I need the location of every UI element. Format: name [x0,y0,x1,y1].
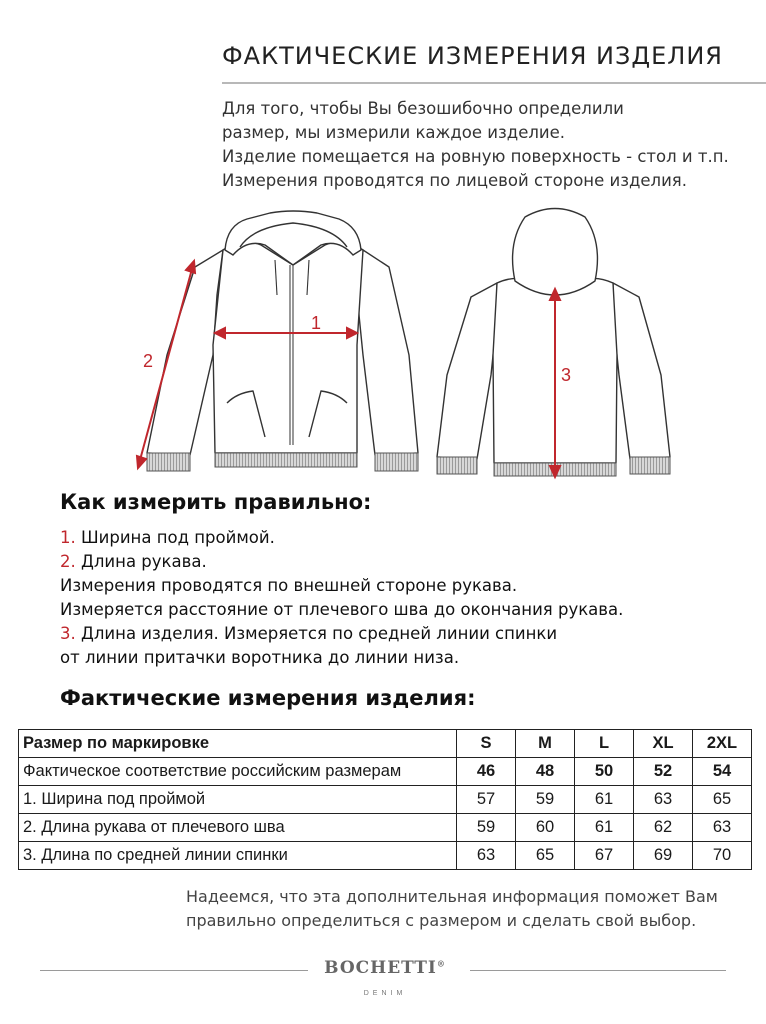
table-cell: 63 [457,842,516,870]
table-row [19,814,752,842]
list-item [60,550,623,574]
table-cell: 50 [575,758,634,786]
header-cell: 2XL [693,730,752,758]
trademark-symbol: ® [436,958,446,969]
footer-divider-left [40,970,308,971]
table-cell: Фактическое соответствие российским размерам [19,758,457,786]
note-line: Надеемся, что эта дополнительная информация поможет Вам [186,887,718,906]
item-number: 1. [60,528,76,547]
page-title: ФАКТИЧЕСКИЕ ИЗМЕРЕНИЯ ИЗДЕЛИЯ [222,42,723,70]
how-to-title: Как измерить правильно: [60,490,372,514]
table-cell: 57 [457,786,516,814]
brand-name: BOCHETTI [324,958,437,978]
measure-2-label: 2 [143,351,154,371]
brand-subtitle: DENIM [363,990,407,997]
back-right-cuff [630,457,670,474]
intro-line: размер, мы измерили каждое изделие. [222,123,566,142]
table-cell: 59 [457,814,516,842]
item-text: Ширина под проймой. [75,528,275,547]
back-left-cuff [437,457,477,474]
table-cell: 48 [516,758,575,786]
table-cell: 69 [634,842,693,870]
item-text: Длина рукава. [75,552,207,571]
table-cell: 63 [634,786,693,814]
note-line: правильно определиться с размером и сделать свой выбор. [186,911,697,930]
hoodie-back [437,209,670,464]
size-table [18,729,752,870]
header-cell: Размер по маркировке [19,730,457,758]
header-cell: S [457,730,516,758]
item-text: Длина изделия. Измеряется по средней линии спинки [75,624,558,643]
front-left-cuff [147,453,190,471]
table-cell: 62 [634,814,693,842]
closing-note [186,885,718,933]
list-item [60,526,623,550]
title-divider [222,82,766,84]
brand-logo [310,958,460,978]
measure-1-label: 1 [311,313,322,333]
list-item: Измерения проводятся по внешней стороне рукава. [60,576,518,595]
table-cell: 63 [693,814,752,842]
item-number: 3. [60,624,76,643]
front-right-cuff [375,453,418,471]
table-cell: 59 [516,786,575,814]
table-header-row [19,730,752,758]
intro-text [222,97,729,193]
list-item: от линии притачки воротника до линии низа. [60,648,460,667]
table-row [19,786,752,814]
table-cell: 52 [634,758,693,786]
intro-line: Изделие помещается на ровную поверхность - стол и т.п. [222,147,729,166]
table-cell: 61 [575,786,634,814]
table-cell: 61 [575,814,634,842]
table-cell: 65 [516,842,575,870]
how-to-list [60,526,623,670]
table-cell: 46 [457,758,516,786]
table-cell: 60 [516,814,575,842]
table-cell: 70 [693,842,752,870]
header-cell: L [575,730,634,758]
table-title: Фактические измерения изделия: [60,686,476,710]
table-cell: 54 [693,758,752,786]
header-cell: XL [634,730,693,758]
table-row [19,842,752,870]
intro-line: Измерения проводятся по лицевой стороне изделия. [222,171,687,190]
table-cell: 2. Длина рукава от плечевого шва [19,814,457,842]
list-item: Измеряется расстояние от плечевого шва до окончания рукава. [60,600,624,619]
table-cell: 65 [693,786,752,814]
measure-3-label: 3 [561,365,572,385]
footer-divider-right [470,970,726,971]
header-cell: M [516,730,575,758]
table-cell: 67 [575,842,634,870]
table-row [19,758,752,786]
list-item [60,622,623,646]
front-waistband [215,453,357,467]
table-cell: 3. Длина по средней линии спинки [19,842,457,870]
table-cell: 1. Ширина под проймой [19,786,457,814]
hoodie-measurement-diagram [125,205,685,485]
item-number: 2. [60,552,76,571]
intro-line: Для того, чтобы Вы безошибочно определили [222,99,624,118]
